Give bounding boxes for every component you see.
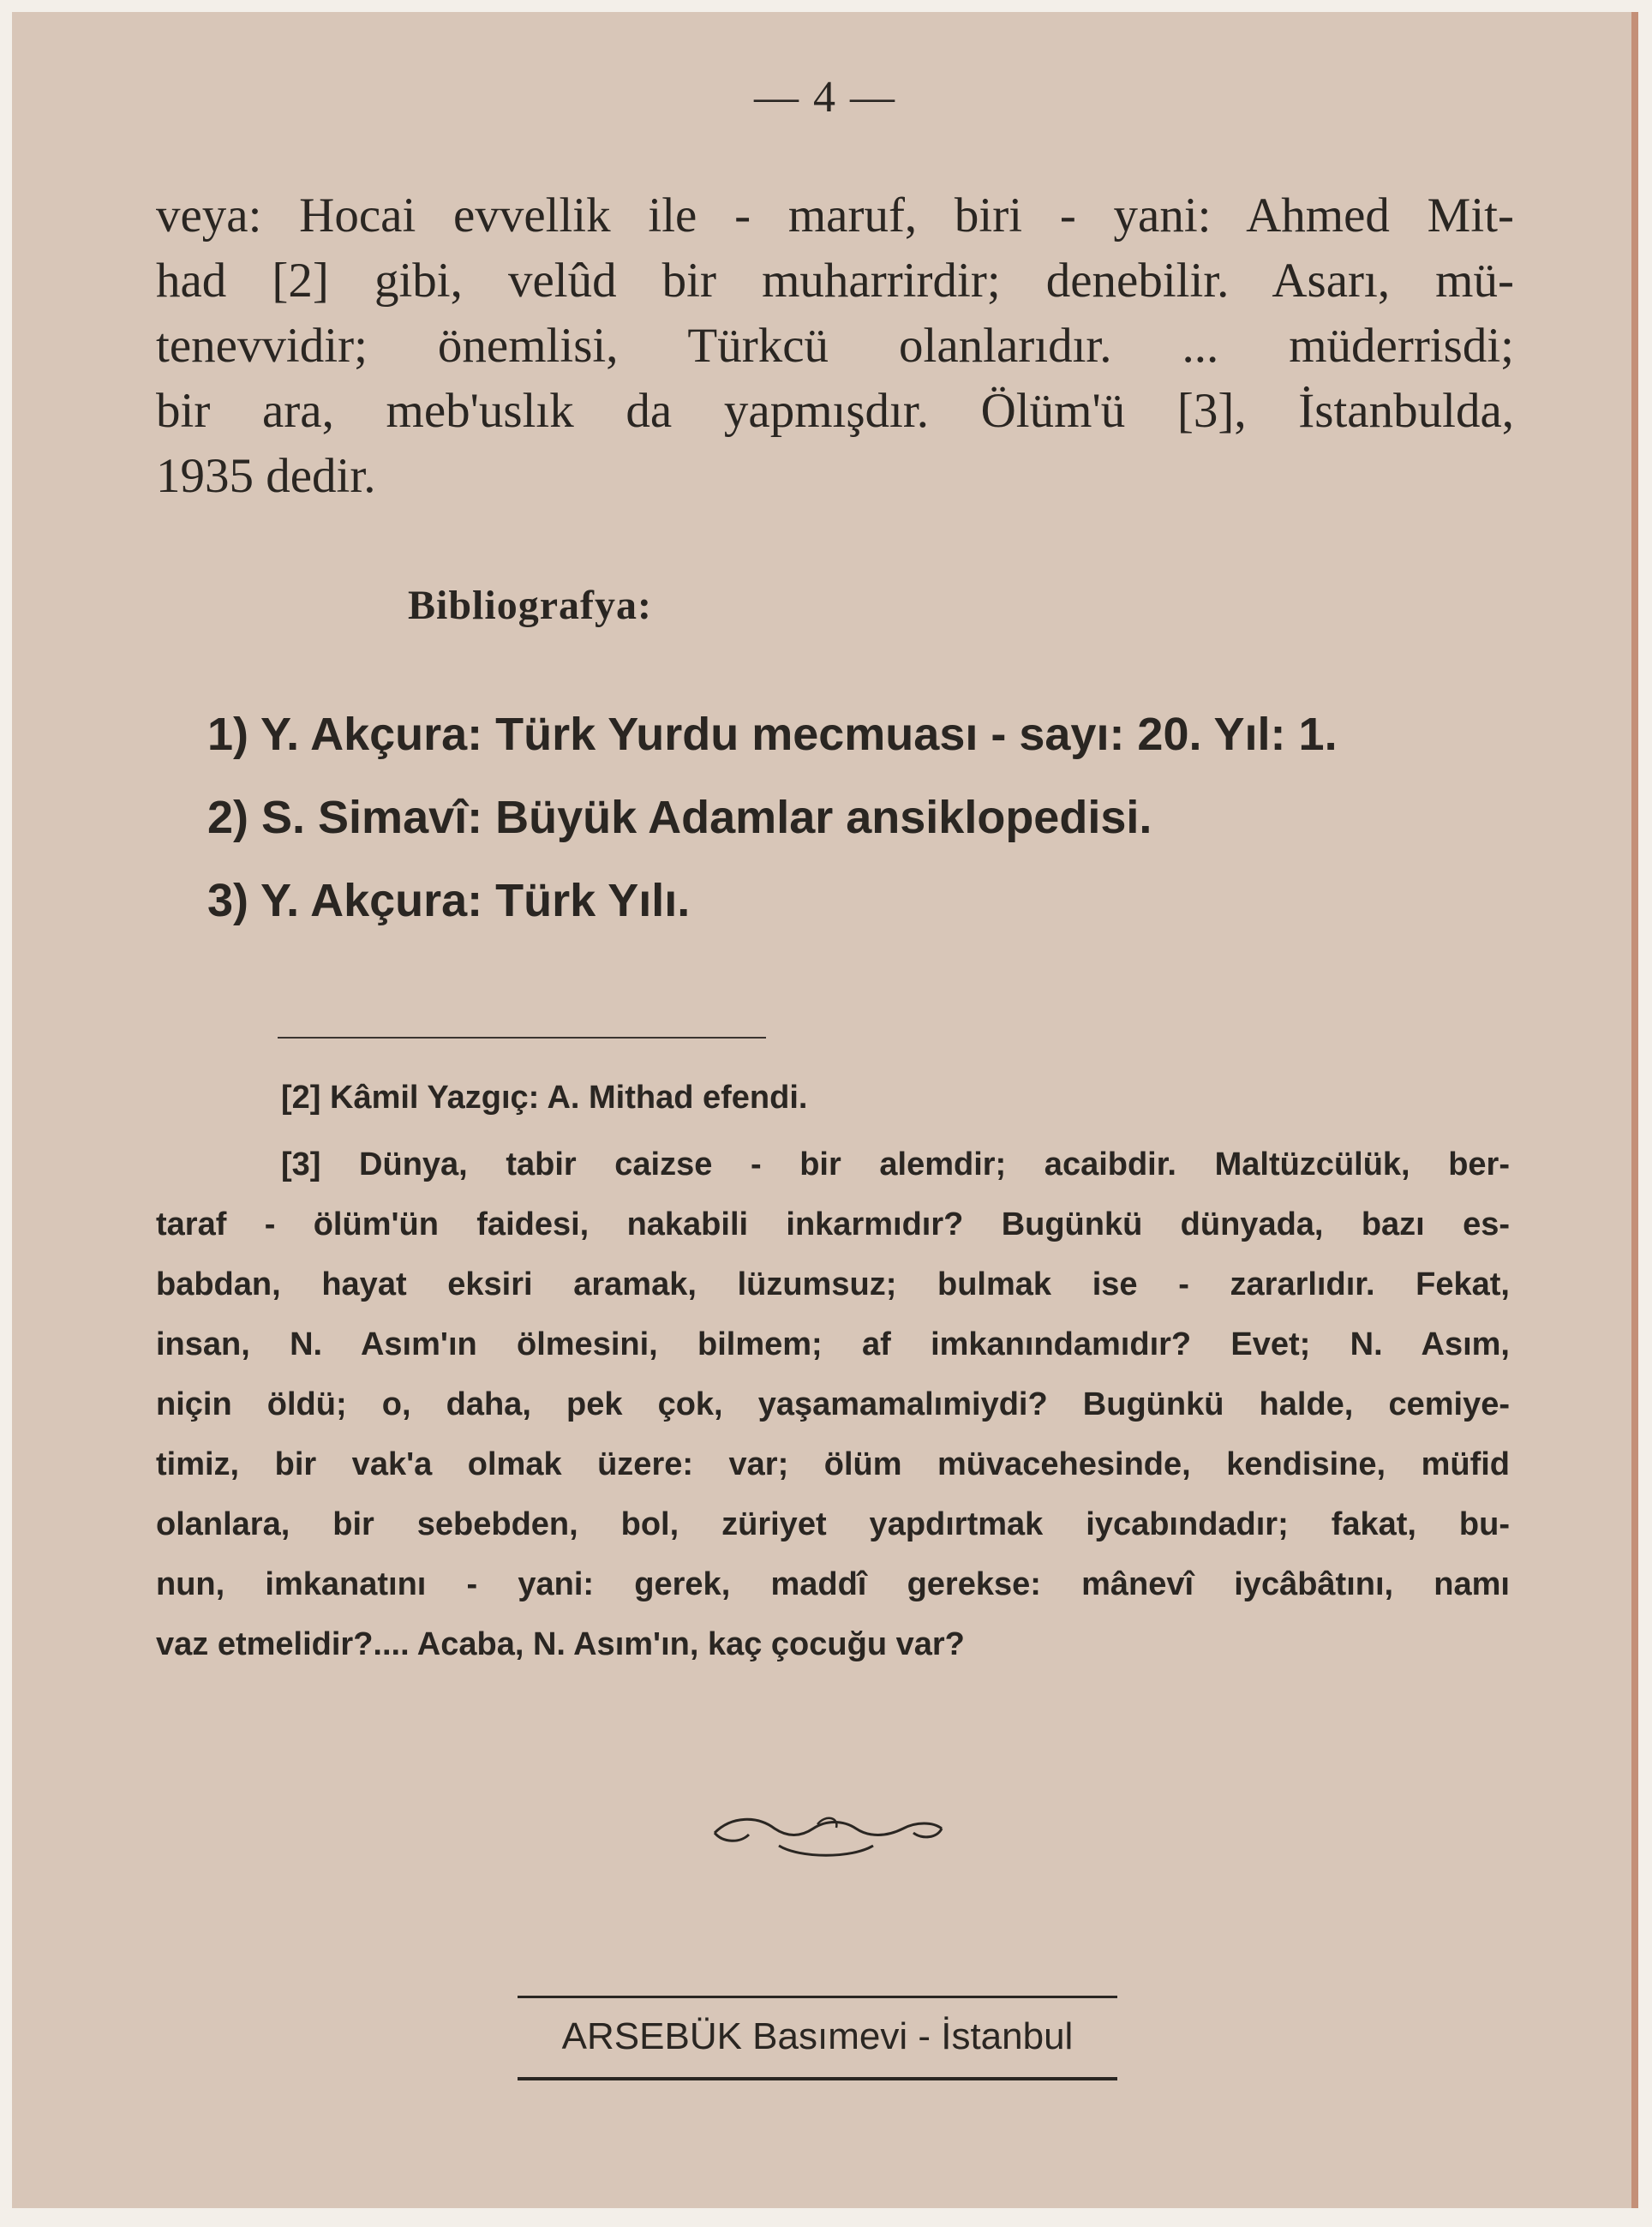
page-number: — 4 — [754,73,896,122]
bibliography-list [207,693,1514,943]
footnote-line: taraf - ölüm'ün faidesi, nakabili inkarmıdır? Bugünkü dünyada, bazı es- [156,1206,1510,1242]
body-line: tenevvidir; önemlisi, Türkcü olanlarıdır. ... müderrisdi; [156,319,1514,373]
footnote-3 [156,1134,1510,1674]
footnote-line: [3] Dünya, tabir caizse - bir alemdir; acaibdir. Maltüzcülük, ber- [281,1146,1510,1182]
imprint-rule-bottom [518,2077,1117,2080]
body-line: bir ara, meb'uslık da yapmışdır. Ölüm'ü [3], İstanbulda, [156,384,1514,438]
body-line: 1935 dedir. [156,449,376,503]
body-line: veya: Hocai evvellik ile - maruf, biri - yani: Ahmed Mit- [156,189,1514,242]
footnote-line: niçin öldü; o, daha, pek çok, yaşamamalımiydi? Bugünkü halde, cemiye- [156,1386,1510,1422]
body-line: had [2] gibi, velûd bir muharrirdir; denebilir. Asarı, mü- [156,254,1514,308]
footnote-separator [278,1037,766,1039]
footnote-line: vaz etmelidir?.... Acaba, N. Asım'ın, kaç çocuğu var? [156,1626,965,1662]
flourish-ornament-icon [697,1799,955,1867]
footnote-2: [2] Kâmil Yazgıç: A. Mithad efendi. [281,1080,808,1116]
imprint-rule-top [518,1996,1117,1998]
printer-imprint [518,1996,1117,2080]
footnotes [156,1068,1510,1674]
footnote-line: babdan, hayat eksiri aramak, lüzumsuz; bulmak ise - zararlıdır. Fekat, [156,1266,1510,1302]
footnote-line: olanlara, bir sebebden, bol, züriyet yapdırtmak iycabındadır; fakat, bu- [156,1506,1510,1542]
footnote-line: nun, imkanatını - yani: gerek, maddî gerekse: mânevî iycâbâtını, namı [156,1566,1510,1602]
bibliography-item: 1) Y. Akçura: Türk Yurdu mecmuası - sayı: 20. Yıl: 1. [207,709,1338,760]
book-page [12,12,1638,2208]
bibliography-item: 2) S. Simavî: Büyük Adamlar ansiklopedisi. [207,792,1152,843]
bibliography-heading: Bibliografya: [408,583,652,628]
footnote-line: timiz, bir vak'a olmak üzere: var; ölüm müvacehesinde, kendisine, müfid [156,1446,1510,1482]
bibliography-item: 3) Y. Akçura: Türk Yılı. [207,875,691,926]
printer-name: ARSEBÜK Basımevi - İstanbul [561,2015,1074,2057]
body-paragraph [156,183,1514,509]
footnote-line: insan, N. Asım'ın ölmesini, bilmem; af imkanındamıdır? Evet; N. Asım, [156,1326,1510,1362]
